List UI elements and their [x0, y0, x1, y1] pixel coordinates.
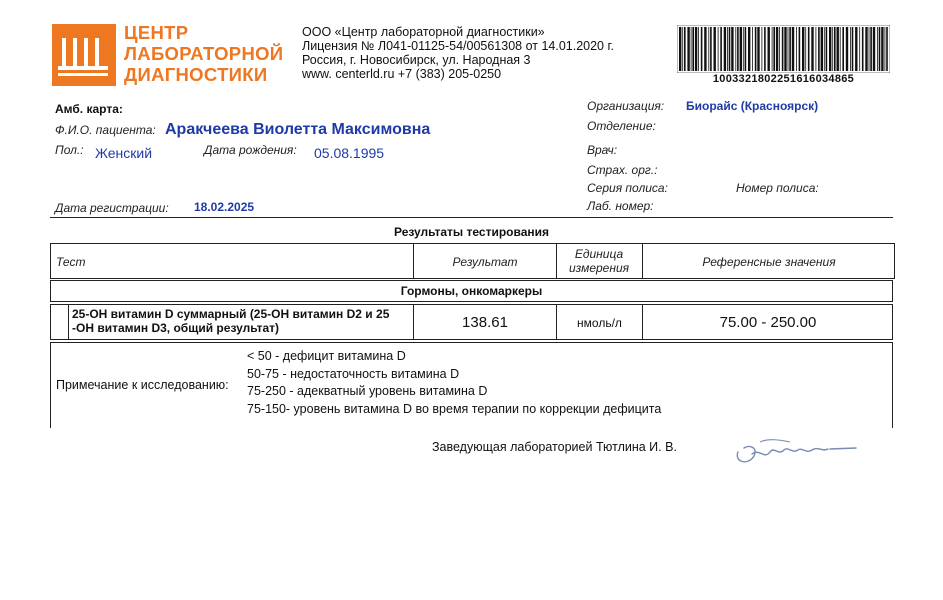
- company-name: ООО «Центр лабораторной диагностики»: [302, 25, 545, 39]
- reg-date: 18.02.2025: [194, 200, 255, 214]
- divider: [50, 217, 893, 218]
- barcode-bar: [720, 27, 722, 71]
- result-value: 138.61: [462, 314, 508, 331]
- policy-number-label: Номер полиса:: [736, 181, 819, 195]
- barcode-bar: [788, 27, 789, 71]
- logo-line: ЛАБОРАТОРНОЙ: [124, 43, 284, 64]
- barcode-bar: [850, 27, 851, 71]
- barcode-bar: [818, 27, 820, 71]
- barcode-bar: [768, 27, 770, 71]
- dept-label: Отделение:: [587, 119, 656, 133]
- reference-range: 75.00 - 250.00: [719, 314, 817, 331]
- test-name-line: 25-ОН витамин D суммарный (25-ОН витамин D2 и 25: [72, 307, 390, 321]
- barcode-bar: [779, 27, 780, 71]
- barcode-bar: [710, 27, 712, 71]
- barcode-bar: [752, 27, 753, 71]
- note-top-border: [50, 342, 893, 343]
- card-label: Амб. карта:: [55, 102, 123, 116]
- barcode-bar: [808, 27, 810, 71]
- barcode-bar: [829, 27, 831, 71]
- org-value: Биорайс (Красноярск): [686, 99, 819, 113]
- logo-text: [124, 22, 283, 85]
- patient-dob: 05.08.1995: [314, 145, 385, 161]
- barcode-bar: [826, 27, 828, 71]
- note-line: 50-75 - недостаточность витамина D: [247, 366, 460, 381]
- barcode-bar: [684, 27, 686, 71]
- barcode-bar: [687, 27, 689, 71]
- barcode-bar: [789, 27, 791, 71]
- note-lines: [247, 348, 661, 418]
- barcode-bar: [840, 27, 841, 71]
- section-title: Гормоны, онкомаркеры: [400, 284, 543, 298]
- barcode-bar: [870, 27, 872, 71]
- barcode-bar: [824, 27, 825, 71]
- note-right-border: [892, 342, 893, 428]
- barcode-bar: [731, 27, 733, 71]
- barcode-bar: [701, 27, 703, 71]
- dob-label: Дата рождения:: [204, 143, 297, 157]
- barcode-bar: [727, 27, 728, 71]
- barcode-bar: [796, 27, 797, 71]
- barcode-bar: [792, 27, 794, 71]
- barcode-bar: [834, 27, 836, 71]
- patient-sex: Женский: [95, 145, 153, 161]
- barcode-bar: [805, 27, 806, 71]
- note-line: 75-150- уровень витамина D во время терапии по коррекции дефицита: [247, 401, 662, 416]
- test-name: [72, 307, 389, 335]
- barcode-bar: [748, 27, 750, 71]
- barcode-bar: [708, 27, 709, 71]
- barcode-bar: [842, 27, 844, 71]
- logo-line: ЦЕНТР: [124, 22, 189, 43]
- col-divider: [68, 304, 69, 340]
- name-label: Ф.И.О. пациента:: [55, 123, 156, 137]
- barcode-bar: [724, 27, 726, 71]
- barcode-bar: [881, 27, 883, 71]
- barcode-bar: [865, 27, 867, 71]
- barcode-bar: [772, 27, 773, 71]
- results-title: Результаты тестирования: [393, 225, 549, 239]
- head-of-lab: Заведующая лабораторией Тютлина И. В.: [432, 440, 677, 454]
- org-label: Организация:: [587, 99, 665, 113]
- barcode-bar: [682, 27, 683, 71]
- barcode-bar: [735, 27, 736, 71]
- lab-number-label: Лаб. номер:: [587, 199, 654, 213]
- barcode-bar: [718, 27, 719, 71]
- barcode-bar: [743, 27, 744, 71]
- barcode: [677, 25, 890, 73]
- barcode-bar: [859, 27, 860, 71]
- barcode-bar: [811, 27, 813, 71]
- barcode-bar: [679, 27, 681, 71]
- barcode-bar: [885, 27, 886, 71]
- logo-mark: [52, 24, 116, 86]
- sex-label: Пол.:: [55, 143, 84, 157]
- barcode-bar: [762, 27, 763, 71]
- barcode-bar: [782, 27, 784, 71]
- barcode-bar: [837, 27, 839, 71]
- doctor-label: Врач:: [587, 143, 618, 157]
- barcode-bar: [869, 27, 870, 71]
- barcode-number: 1003321802251616034865: [712, 73, 855, 85]
- note-left-border: [50, 342, 51, 428]
- barcode-bar: [729, 27, 731, 71]
- barcode-bar: [764, 27, 766, 71]
- note-label: Примечание к исследованию:: [56, 378, 229, 392]
- company-address: Россия, г. Новосибирск, ул. Народная 3: [302, 53, 531, 67]
- header-unit: Единица измерения: [568, 247, 630, 275]
- note-line: < 50 - дефицит витамина D: [247, 349, 406, 363]
- barcode-bar: [695, 27, 697, 71]
- barcode-bar: [873, 27, 875, 71]
- company-contacts: www. centerld.ru +7 (383) 205-0250: [302, 67, 502, 81]
- barcode-bar: [877, 27, 878, 71]
- company-info: [302, 25, 614, 81]
- signature-icon: [730, 430, 860, 470]
- barcode-bar: [816, 27, 817, 71]
- barcode-bar: [704, 27, 706, 71]
- barcode-bar: [886, 27, 888, 71]
- barcode-bar: [714, 27, 716, 71]
- note-line: 75-250 - адекватный уровень витамина D: [247, 384, 488, 398]
- barcode-bar: [855, 27, 857, 71]
- reg-label: Дата регистрации:: [55, 201, 169, 215]
- barcode-bar: [832, 27, 833, 71]
- patient-name: Аракчеева Виолетта Максимовна: [165, 121, 431, 138]
- barcode-bar: [879, 27, 881, 71]
- barcode-bar: [757, 27, 759, 71]
- barcode-bar: [784, 27, 786, 71]
- header-reference: Референсные значения: [702, 255, 836, 269]
- barcode-bar: [737, 27, 739, 71]
- barcode-bar: [691, 27, 692, 71]
- lab-logo-icon: [52, 24, 116, 86]
- company-license: Лицензия № Л041-01125-54/00561308 от 14.01.2020 г.: [302, 39, 614, 53]
- result-unit: нмоль/л: [577, 316, 622, 330]
- insurer-label: Страх. орг.:: [587, 163, 658, 177]
- barcode-bar: [821, 27, 823, 71]
- barcode-bar: [773, 27, 775, 71]
- barcode-bar: [745, 27, 747, 71]
- barcode-bar: [740, 27, 742, 71]
- test-name-line: -ОН витамин D3, общий результат): [72, 321, 279, 335]
- col-divider: [556, 243, 557, 279]
- barcode-bar: [799, 27, 801, 71]
- barcode-bar: [755, 27, 757, 71]
- policy-series-label: Серия полиса:: [587, 181, 668, 195]
- barcode-bar: [698, 27, 699, 71]
- header-result: Результат: [452, 255, 518, 269]
- header-test: Тест: [56, 255, 86, 269]
- barcode-bar: [776, 27, 778, 71]
- barcode-bar: [862, 27, 864, 71]
- barcode-bar: [692, 27, 694, 71]
- barcode-bar: [846, 27, 848, 71]
- barcode-bar: [852, 27, 854, 71]
- logo-line: ДИАГНОСТИКИ: [124, 64, 268, 85]
- barcode-bar: [802, 27, 804, 71]
